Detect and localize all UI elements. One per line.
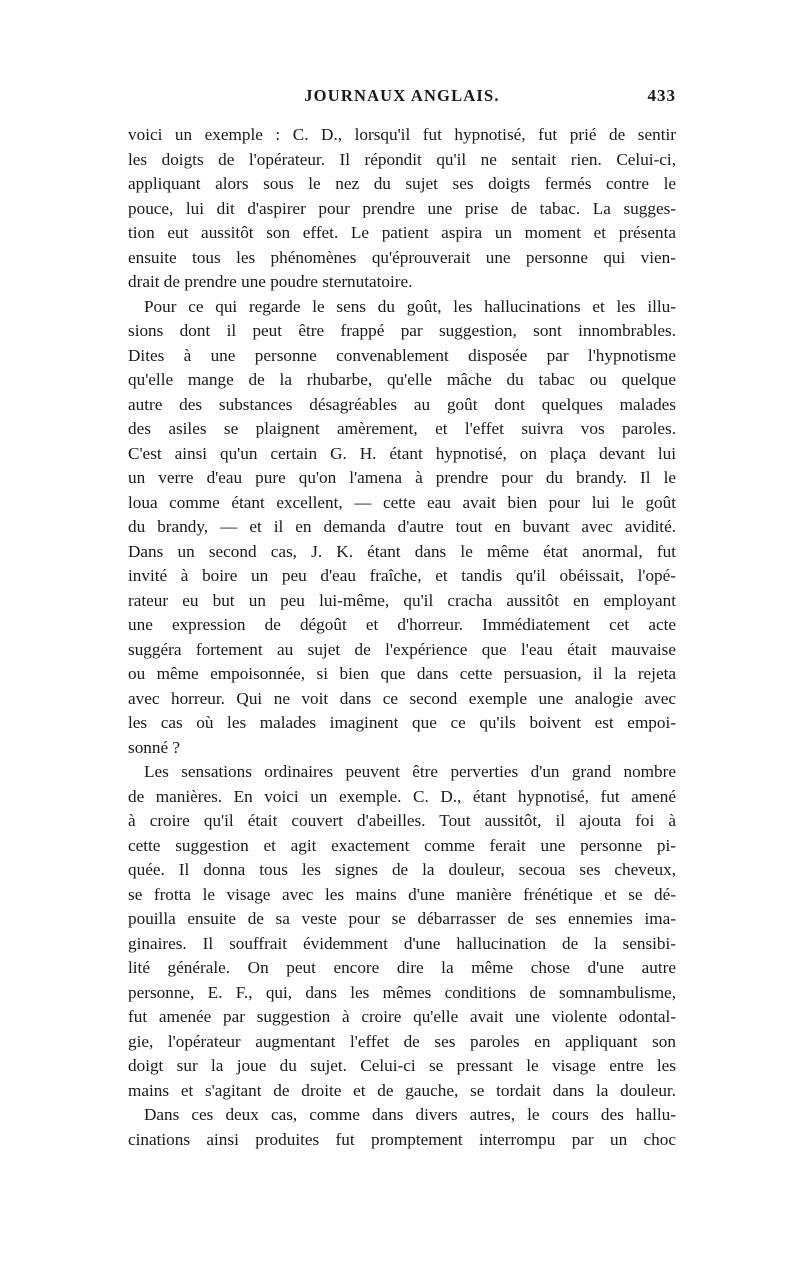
paragraph-start-line: Pour ce qui regarde le sens du goût, les hallucinations et les illu- bbox=[144, 296, 676, 316]
text-line: du brandy, — et il en demanda d'autre tout en buvant avec avidité. bbox=[128, 517, 676, 536]
text-line: ensuite tous les phénomènes qu'éprouverait une personne qui vien- bbox=[128, 247, 676, 267]
text-line: Dites à une personne convenablement disposée par l'hypnotisme bbox=[128, 345, 676, 365]
text-line: avec horreur. Qui ne voit dans ce second exemple une analogie avec bbox=[128, 688, 676, 708]
text-line: les doigts de l'opérateur. Il répondit qu'il ne sentait rien. Celui-ci, bbox=[128, 149, 676, 169]
text-line: invité à boire un peu d'eau fraîche, et tandis qu'il obéissait, l'opé- bbox=[128, 566, 676, 585]
text-line: ginaires. Il souffrait évidemment d'une hallucination de la sensibi- bbox=[128, 933, 676, 953]
text-line: tion eut aussitôt son effet. Le patient aspira un moment et présenta bbox=[128, 223, 676, 242]
paragraph-start-line: Les sensations ordinaires peuvent être perverties d'un grand nombre bbox=[144, 762, 676, 781]
paragraph-start-line: Dans ces deux cas, comme dans divers autres, le cours des hallu- bbox=[144, 1105, 676, 1124]
text-line: à croire qu'il était couvert d'abeilles. Tout aussitôt, il ajouta foi à bbox=[128, 811, 676, 830]
text-line: fut amenée par suggestion à croire qu'elle avait une violente odontal- bbox=[128, 1007, 676, 1026]
text-line: de manières. En voici un exemple. C. D., étant hypnotisé, fut amené bbox=[128, 786, 676, 806]
body-text bbox=[128, 123, 676, 1152]
text-line: voici un exemple : C. D., lorsqu'il fut hypnotisé, fut prié de sentir bbox=[128, 125, 676, 144]
text-line: suggéra fortement au sujet de l'expérience que l'eau était mauvaise bbox=[128, 639, 676, 659]
running-title: JOURNAUX ANGLAIS. bbox=[304, 86, 500, 105]
text-line: Dans un second cas, J. K. étant dans le même état anormal, fut bbox=[128, 541, 676, 561]
running-head bbox=[128, 86, 676, 112]
text-line: personne, E. F., qui, dans les mêmes conditions de somnambulisme, bbox=[128, 982, 676, 1002]
text-line: sions dont il peut être frappé par suggestion, sont innombrables. bbox=[128, 321, 676, 340]
text-line: qu'elle mange de la rhubarbe, qu'elle mâche du tabac ou quelque bbox=[128, 370, 676, 389]
text-line: cette suggestion et agit exactement comme ferait une personne pi- bbox=[128, 835, 676, 855]
text-line: gie, l'opérateur augmentant l'effet de ses paroles en appliquant son bbox=[128, 1031, 676, 1051]
text-line: un verre d'eau pure qu'on l'amena à prendre pour du brandy. Il le bbox=[128, 468, 676, 487]
text-line: pouilla ensuite de sa veste pour se débarrasser de ses ennemies ima- bbox=[128, 909, 676, 928]
text-line: cinations ainsi produites fut promptement interrompu par un choc bbox=[128, 1129, 676, 1149]
text-line: mains et s'agitant de droite et de gauche, se tordait dans la douleur. bbox=[128, 1080, 676, 1100]
text-line: loua comme étant excellent, — cette eau avait bien pour lui le goût bbox=[128, 492, 676, 512]
text-line: C'est ainsi qu'un certain G. H. étant hypnotisé, on plaça devant lui bbox=[128, 443, 676, 463]
text-line: lité générale. On peut encore dire la même chose d'une autre bbox=[128, 958, 676, 977]
page-number: 433 bbox=[647, 86, 676, 105]
text-line: quée. Il donna tous les signes de la douleur, secoua ses cheveux, bbox=[128, 860, 676, 879]
text-line: appliquant alors sous le nez du sujet ses doigts fermés contre le bbox=[128, 174, 676, 193]
text-line: drait de prendre une poudre sternutatoire. bbox=[128, 272, 413, 291]
text-line: autre des substances désagréables au goût dont quelques malades bbox=[128, 394, 676, 414]
text-line: des asiles se plaignent amèrement, et l'effet suivra vos paroles. bbox=[128, 419, 676, 438]
text-line: se frotta le visage avec les mains d'une manière frénétique et se dé- bbox=[128, 884, 676, 904]
text-line: pouce, lui dit d'aspirer pour prendre une prise de tabac. La sugges- bbox=[128, 198, 676, 218]
text-line: sonné ? bbox=[128, 737, 181, 757]
text-line: ou même empoisonnée, si bien que dans cette persuasion, il la rejeta bbox=[128, 664, 676, 683]
text-line: une expression de dégoût et d'horreur. Immédiatement cet acte bbox=[128, 615, 676, 634]
text-line: les cas où les malades imaginent que ce qu'ils boivent est empoi- bbox=[128, 713, 676, 732]
text-line: rateur eu but un peu lui-même, qu'il cracha aussitôt en employant bbox=[128, 590, 676, 610]
text-line: doigt sur la joue du sujet. Celui-ci se pressant le visage entre les bbox=[128, 1056, 676, 1075]
